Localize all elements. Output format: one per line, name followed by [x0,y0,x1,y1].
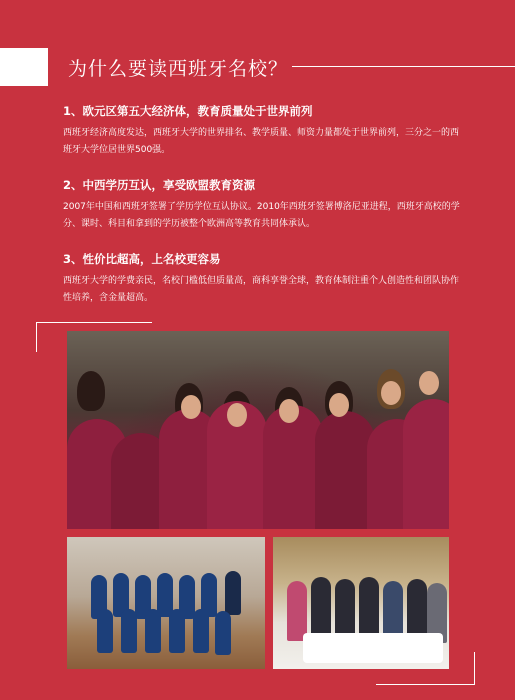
section-body: 西班牙大学的学费亲民，名校门槛低但质量高，商科享誉全球，教育体制注重个人创造性和团队协作性培养，含金量超高。 [63,276,460,303]
page-title: 为什么要读西班牙名校？ [68,58,289,80]
corner-line-top-vertical [36,322,37,352]
students-group-photo [67,331,449,529]
section-heading: 2、中西学历互认，享受欧盟教育资源 [63,178,255,192]
corner-line-top [36,322,152,323]
basketball-team-photo [67,537,265,669]
ceremony-table [303,633,443,663]
section-heading: 1、欧元区第五大经济体，教育质量处于世界前列 [63,104,313,118]
corner-line-bottom-vertical [474,652,475,685]
section-body: 2007年中国和西班牙签署了学历学位互认协议。2010年西班牙签署博洛尼亚进程，西班牙高校的学分、课时、科目和拿到的学历被整个欧洲高等教育共同体承认。 [63,202,460,229]
title-accent-block [0,48,48,86]
section-body: 西班牙经济高度发达，西班牙大学的世界排名、教学质量、师资力量都处于世界前列，三分之一的西班牙大学位居世界500强。 [63,128,460,155]
title-rule [292,66,515,67]
section-degree-recognition [63,177,463,233]
section-economy [63,103,463,159]
section-value [63,251,463,307]
ceremony-photo [273,537,449,669]
corner-line-bottom [376,684,474,685]
section-heading: 3、性价比超高，上名校更容易 [63,252,221,266]
